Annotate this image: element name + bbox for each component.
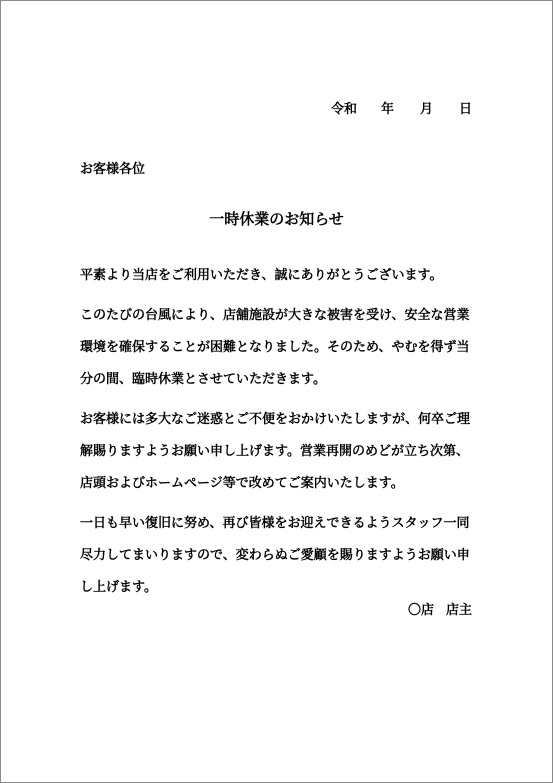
recipient: お客様各位 xyxy=(80,162,146,177)
date-year: 年 xyxy=(380,102,394,117)
date-line xyxy=(331,98,472,117)
paragraph-line: 環境を確保することが困難となりました。そのため、やむを得ず当 xyxy=(80,340,470,355)
paragraph-line: お客様には多大なご迷惑とご不便をおかけいたしますが、何卒ご理 xyxy=(80,412,471,427)
notice-title: 一時休業のお知らせ xyxy=(209,210,344,228)
paragraph-reason xyxy=(80,300,480,396)
paragraph-line: 一日も早い復旧に努め、再び皆様をお迎えできるようスタッフ一同 xyxy=(80,516,470,531)
paragraph-closing xyxy=(80,508,480,604)
signature-shop: 〇店 xyxy=(407,603,434,618)
date-day: 日 xyxy=(458,102,472,117)
paragraph-line: 分の間、臨時休業とさせていただきます。 xyxy=(80,372,326,387)
paragraph-line: 尽力してまいりますので、変わらぬご愛顧を賜りますようお願い申 xyxy=(80,548,470,563)
date-era: 令和 xyxy=(330,102,357,117)
paragraph-line: し上げます。 xyxy=(80,580,157,595)
signature-owner: 店主 xyxy=(445,603,472,618)
signature xyxy=(408,599,472,618)
paragraph-line: 平素より当店をご利用いただき、誠にありがとうございます。 xyxy=(80,268,443,283)
notice-body xyxy=(80,260,480,612)
paragraph-line: 解賜りますようお願い申し上げます。営業再開のめどが立ち次第、 xyxy=(80,444,469,459)
paragraph-line: このたびの台風により、店舗施設が大きな被害を受け、安全な営業 xyxy=(80,308,470,323)
paragraph-apology xyxy=(80,404,480,500)
date-month: 月 xyxy=(419,102,433,117)
paragraph-line: 店頭およびホームページ等で改めてご案内いたします。 xyxy=(80,476,404,491)
paragraph-greeting xyxy=(80,260,480,292)
